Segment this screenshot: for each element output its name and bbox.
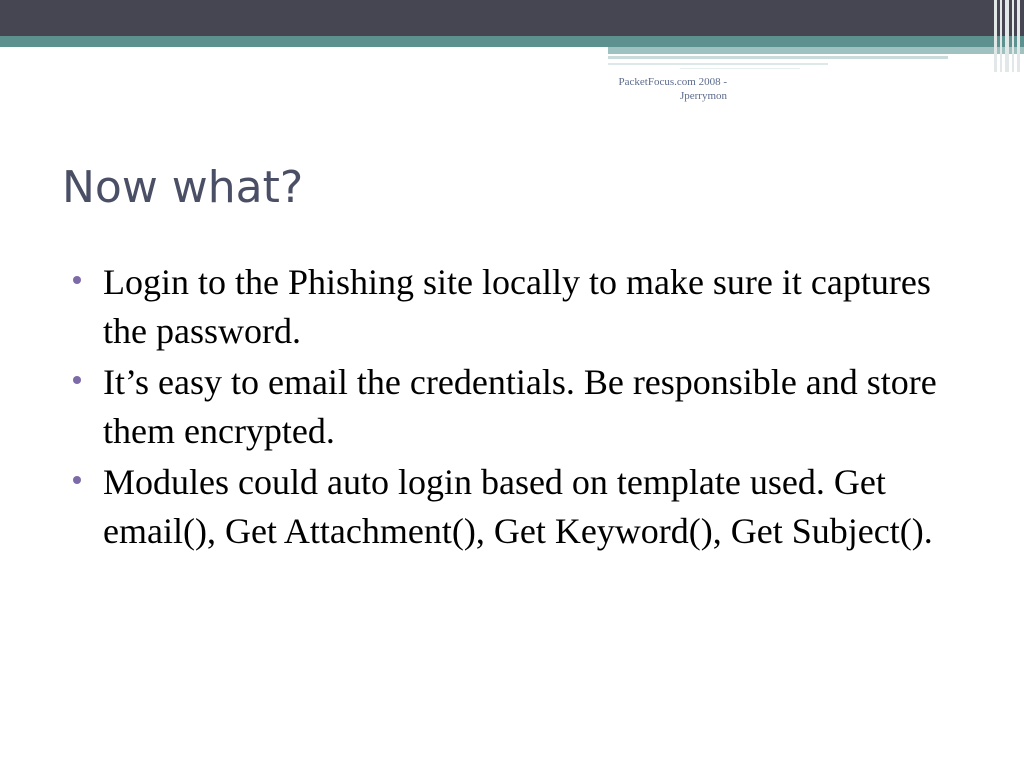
header-accent-line: [608, 56, 948, 59]
bullet-text: Login to the Phishing site locally to make sure it captures the password.: [103, 262, 931, 351]
header-band-dark: [0, 0, 1024, 36]
footer-line-2: Jperrymon: [679, 90, 727, 102]
slide-footer: [590, 75, 727, 103]
bullet-item: [73, 358, 973, 456]
bullet-marker-icon: [73, 276, 81, 284]
bullet-item: [73, 458, 973, 556]
header-vertical-stripes: [992, 0, 1024, 72]
header-band-teal-light: [608, 47, 1024, 54]
header-accent-line: [608, 63, 828, 65]
footer-line-1: PacketFocus.com 2008 -: [618, 76, 727, 88]
bullet-text: Modules could auto login based on template used. Get email(), Get Attachment(), Get Keyword(), Get Subject().: [103, 462, 933, 551]
header-band-teal: [0, 36, 1024, 47]
bullet-marker-icon: [73, 376, 81, 384]
bullet-text: It’s easy to email the credentials. Be responsible and store them encrypted.: [103, 362, 937, 451]
bullet-list: [73, 258, 973, 558]
bullet-marker-icon: [73, 476, 81, 484]
slide-title: Now what?: [62, 162, 304, 213]
header-accent-line: [680, 68, 800, 69]
bullet-item: [73, 258, 973, 356]
